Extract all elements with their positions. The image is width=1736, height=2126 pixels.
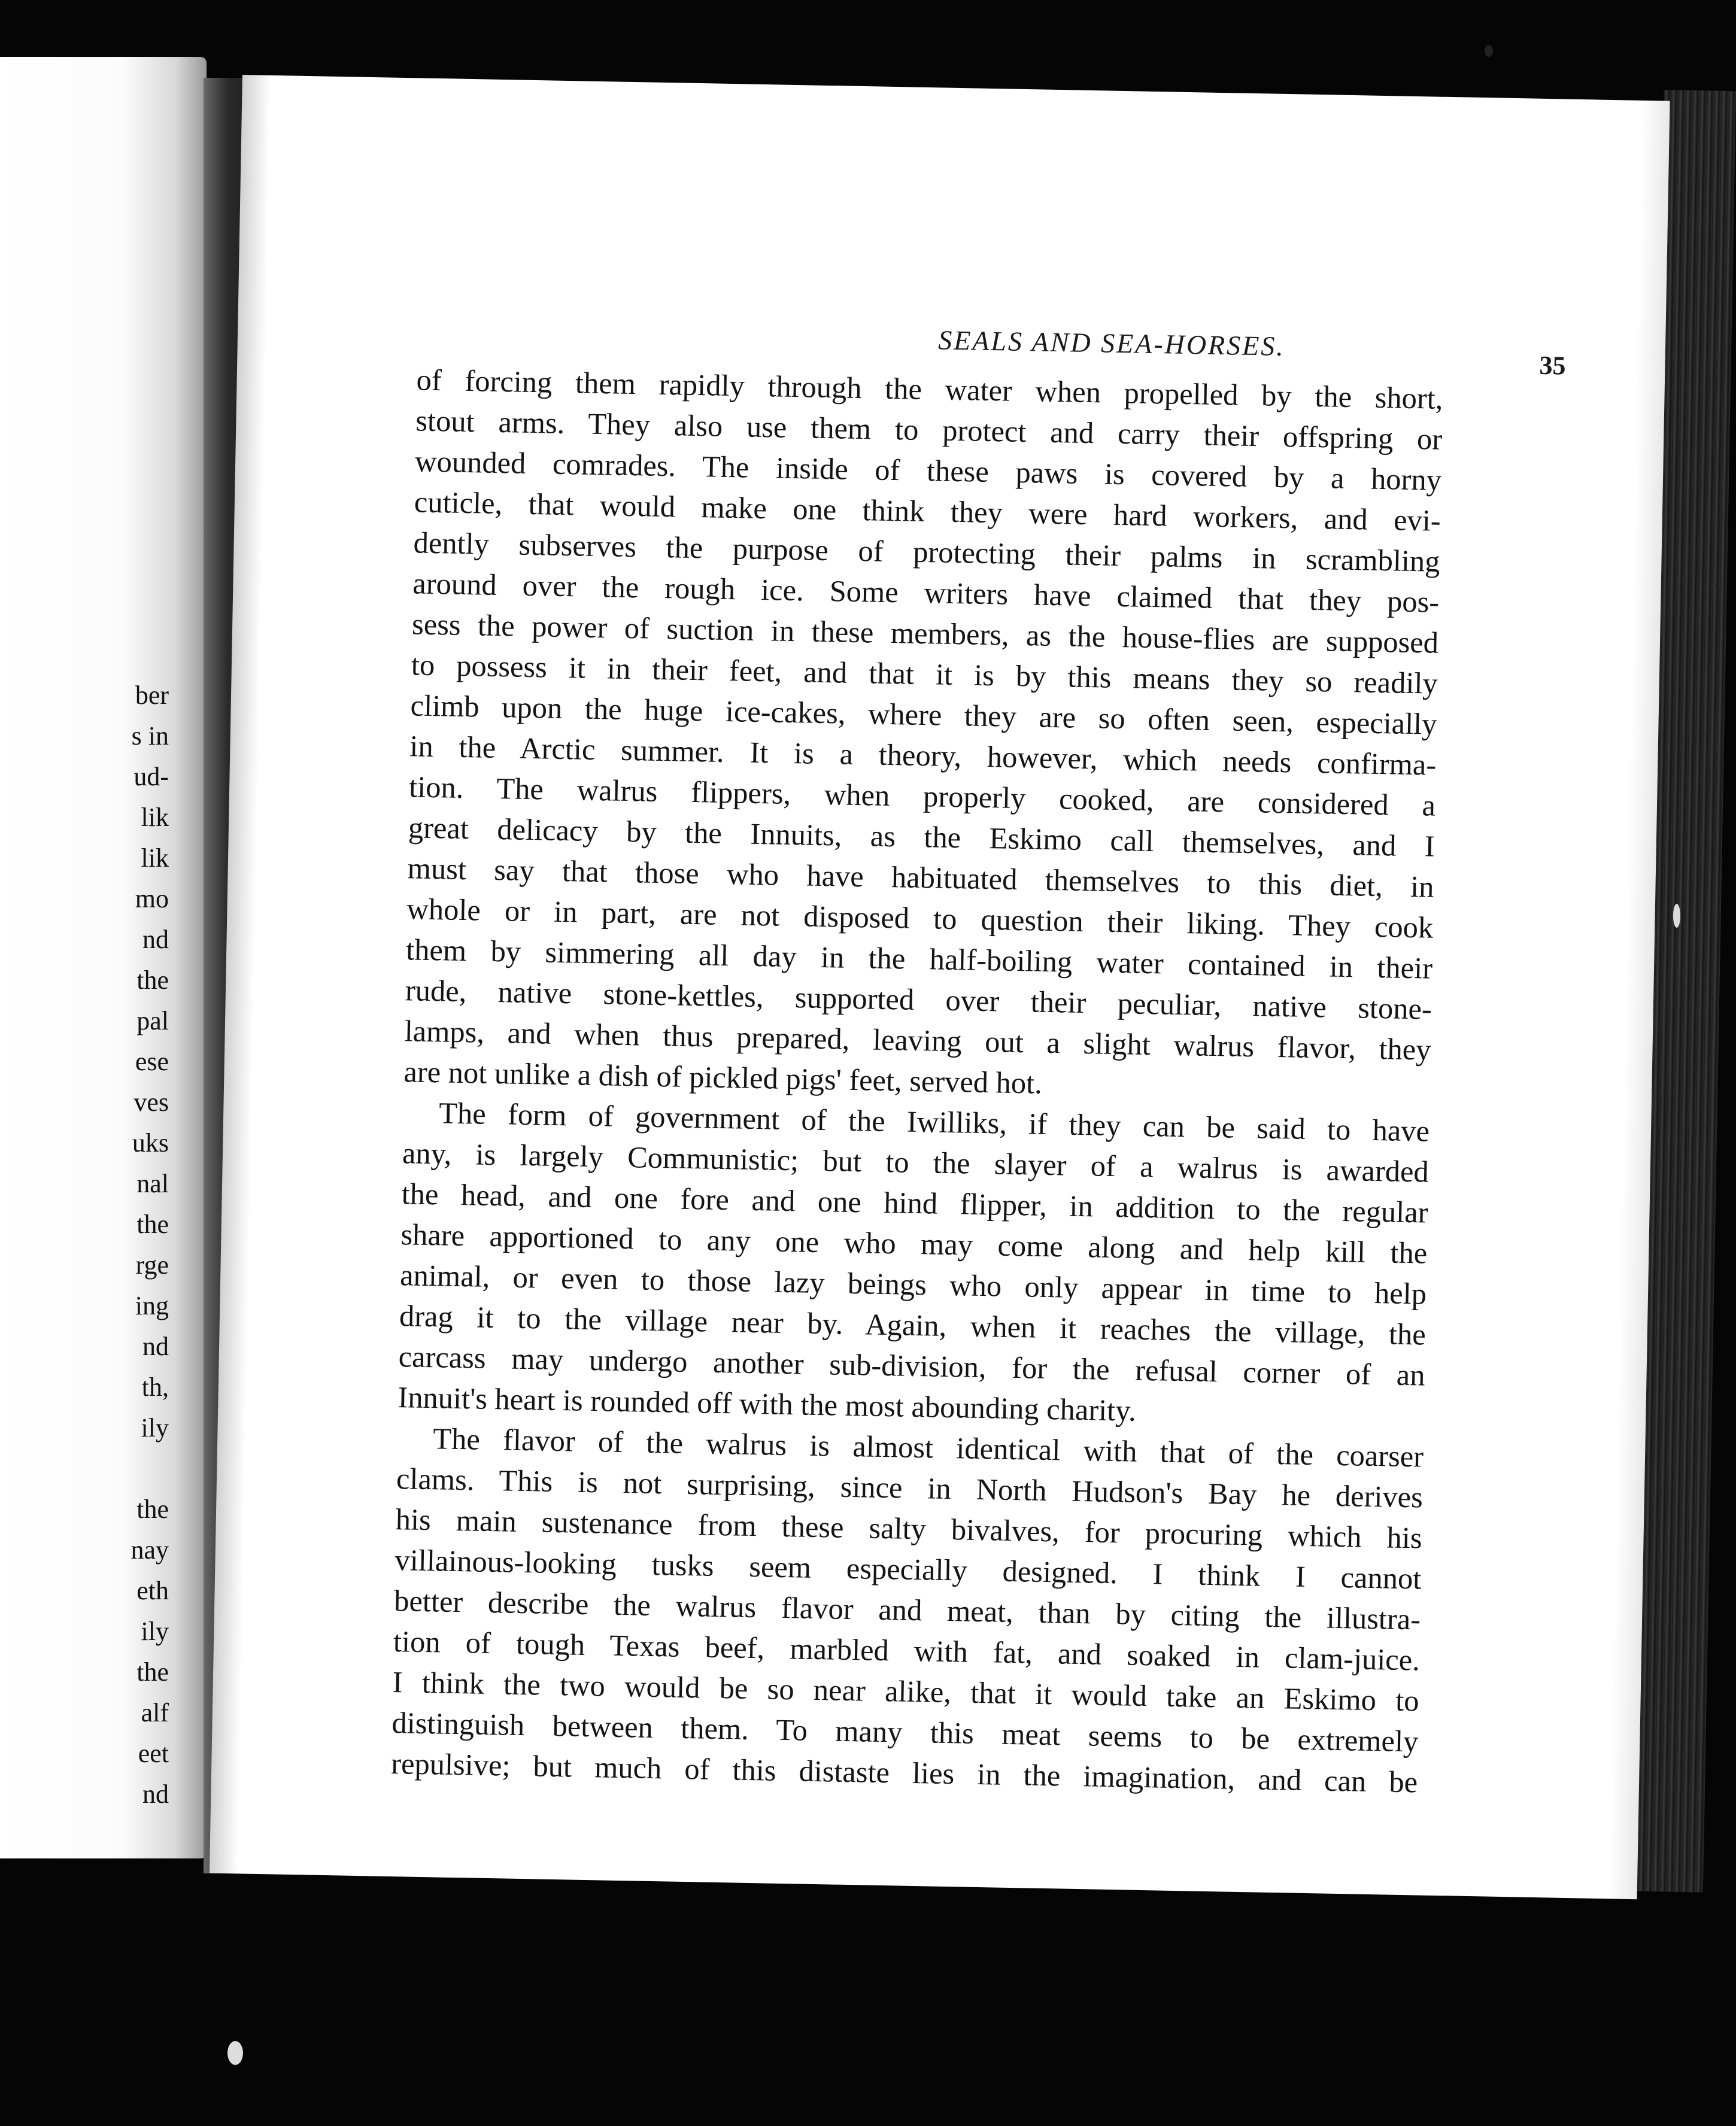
- fragment-line: the: [136, 1210, 169, 1239]
- text-line: them by simmering all day in the half-boiling water contained in their: [405, 933, 1433, 985]
- page-body: [391, 359, 1443, 1802]
- fragment-line: nd: [142, 1332, 169, 1361]
- fragment-line: mo: [135, 884, 169, 913]
- page-number: 35: [1539, 350, 1566, 381]
- text-line: must say that those who have habituated themselves to this diet, in: [407, 851, 1434, 904]
- text-line: climb upon the huge ice-cakes, where they are so often seen, especially: [410, 688, 1437, 741]
- text-line: drag it to the village near by. Again, when it reaches the village, the: [399, 1299, 1427, 1351]
- fragment-line: uks: [132, 1128, 169, 1158]
- text-line: Innuit's heart is rounded off with the most abounding charity.: [397, 1380, 1137, 1428]
- fragment-line: lik: [141, 843, 169, 873]
- text-line: better describe the walrus flavor and meat, than by citing the illustra-: [393, 1584, 1421, 1636]
- previous-page: [0, 57, 207, 1858]
- text-line: tion. The walrus flippers, when properly cooked, are considered a: [408, 770, 1436, 822]
- text-line: of forcing them rapidly through the water when propelled by the short,: [416, 363, 1443, 415]
- text-line: The form of government of the Iwilliks, if they can be said to have: [438, 1096, 1430, 1148]
- text-line: great delicacy by the Innuits, as the Eskimo call themselves, and I: [408, 810, 1435, 863]
- text-line: carcass may undergo another sub-division, for the refusal corner of an: [398, 1340, 1426, 1392]
- text-line: lamps, and when thus prepared, leaving out a slight walrus flavor, they: [404, 1014, 1432, 1067]
- text-line: the head, and one fore and one hind flipper, in addition to the regular: [401, 1177, 1429, 1229]
- fragment-line: nd: [142, 925, 169, 954]
- text-line: animal, or even to those lazy beings who only appear in time to help: [399, 1258, 1427, 1311]
- fragment-line: nal: [136, 1169, 169, 1198]
- text-line: stout arms. They also use them to protect and carry their offspring or: [415, 403, 1443, 456]
- fragment-line: eth: [136, 1576, 169, 1605]
- fragment-line: eet: [138, 1739, 169, 1768]
- fragment-line: nd: [142, 1779, 169, 1809]
- fragment-line: ing: [135, 1291, 169, 1320]
- text-line: rude, native stone-kettles, supported over their peculiar, native stone-: [405, 973, 1432, 1026]
- scan-speck: [227, 2041, 243, 2065]
- fragment-line: th,: [141, 1372, 169, 1402]
- fragment-line: ily: [141, 1413, 169, 1442]
- text-line: repulsive; but much of this distaste lies in the imagination, and can be: [390, 1747, 1418, 1799]
- text-line: tion of tough Texas beef, marbled with fat, and soaked in clam-juice.: [393, 1624, 1421, 1677]
- fragment-line: ud-: [133, 762, 169, 791]
- text-line: distinguish between them. To many this meat seems to be extremely: [391, 1706, 1419, 1758]
- text-line: are not unlike a dish of pickled pigs' feet, served hot.: [403, 1055, 1043, 1100]
- fragment-line: the: [136, 965, 169, 995]
- text-line: his main sustenance from these salty bivalves, for procuring which his: [395, 1502, 1423, 1555]
- fragment-line: s in: [131, 721, 169, 751]
- text-line: dently subserves the purpose of protecting their palms in scrambling: [413, 526, 1440, 578]
- fragment-line: the: [136, 1657, 169, 1687]
- current-page: [210, 75, 1670, 1899]
- fragment-line: ese: [135, 1047, 169, 1076]
- text-line: wounded comrades. The inside of these paws is covered by a horny: [414, 444, 1442, 497]
- fragment-line: ves: [133, 1088, 169, 1117]
- text-line: villainous-looking tusks seem especially designed. I think I cannot: [394, 1543, 1422, 1596]
- fragment-line: rge: [135, 1250, 169, 1280]
- fragment-line: pal: [136, 1006, 169, 1035]
- text-line: to possess it in their feet, and that it is by this means they so readily: [411, 648, 1438, 700]
- text-line: whole or in part, are not disposed to question their liking. They cook: [406, 892, 1434, 944]
- fragment-line: nay: [130, 1535, 169, 1565]
- text-line: sess the power of suction in these members, as the house-flies are supposed: [411, 607, 1439, 660]
- fragment-line: lik: [141, 803, 169, 832]
- fragment-line: the: [136, 1495, 169, 1524]
- text-line: clams. This is not surprising, since in North Hudson's Bay he derives: [396, 1462, 1424, 1514]
- scan-speck: [1673, 904, 1680, 928]
- scan-speck: [1485, 45, 1493, 57]
- text-line: any, is largely Communistic; but to the slayer of a walrus is awarded: [402, 1136, 1430, 1189]
- text-line: share apportioned to any one who may come along and help kill the: [400, 1217, 1428, 1270]
- fragment-line: ber: [135, 681, 169, 710]
- running-header: SEALS AND SEA-HORSES.: [937, 324, 1286, 362]
- fragment-line: ily: [141, 1617, 169, 1646]
- text-line: around over the rough ice. Some writers have claimed that they pos-: [412, 566, 1440, 619]
- text-line: in the Arctic summer. It is a theory, however, which needs confirma-: [409, 729, 1437, 782]
- fragment-line: alf: [141, 1698, 169, 1727]
- text-line: cuticle, that would make one think they were hard workers, and evi-: [414, 485, 1441, 537]
- text-line: The flavor of the walrus is almost identical with that of the coarser: [432, 1422, 1424, 1474]
- text-line: I think the two would be so near alike, that it would take an Eskimo to: [392, 1665, 1420, 1718]
